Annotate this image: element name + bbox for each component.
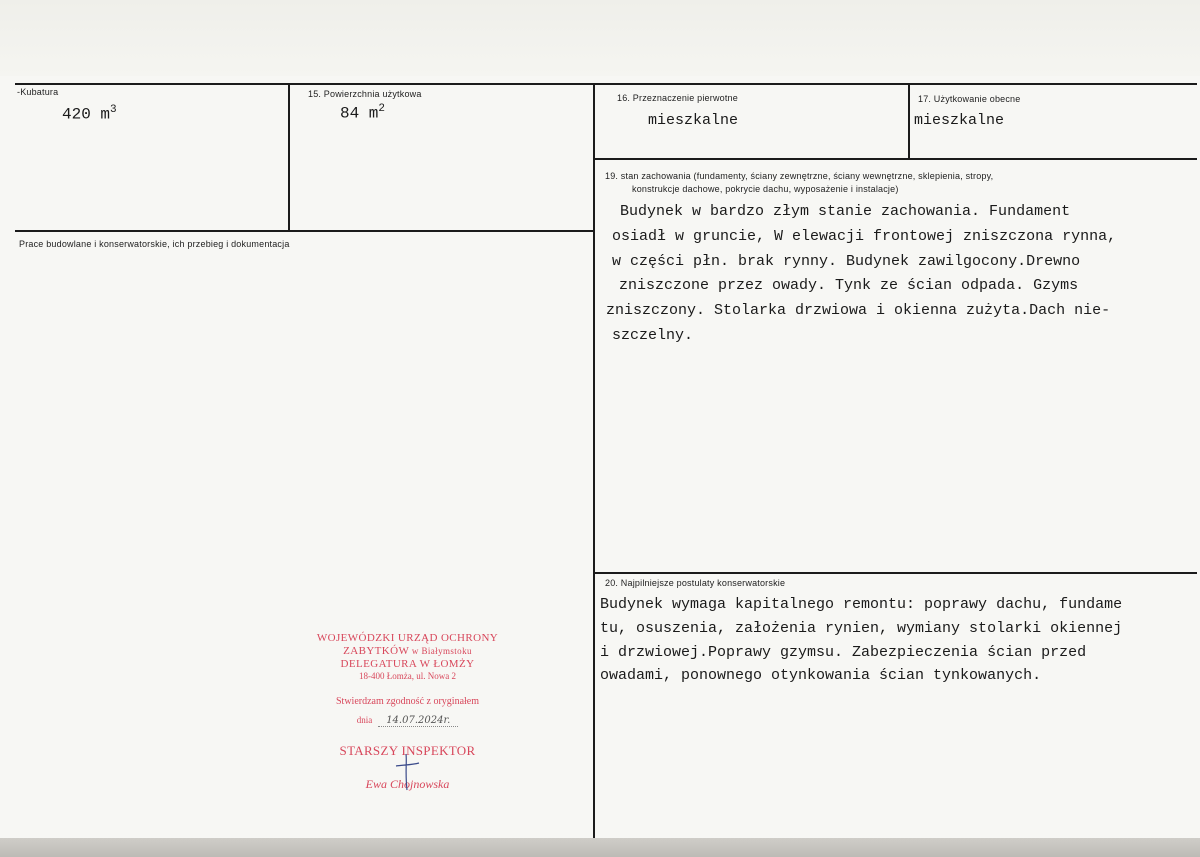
powierzchnia-exponent: 2 <box>378 103 386 115</box>
stamp-title: STARSZY INSPEKTOR <box>339 743 476 758</box>
divider-main <box>593 83 595 838</box>
divider-14-15 <box>288 83 290 230</box>
stamp-line-zabytkow <box>300 645 515 658</box>
stamp-name: Ewa Chojnowska <box>365 777 450 791</box>
scan-top-band <box>0 0 1200 76</box>
stan-label-line1: 19. stan zachowania (fundamenty, ściany zewnętrzne, ściany wewnętrzne, sklepienia, stropy, <box>605 171 994 181</box>
postulaty-line: Budynek wymaga kapitalnego remontu: poprawy dachu, fundame <box>600 596 1123 613</box>
stamp-date-value: 14.07.2024r. <box>378 715 458 727</box>
przeznaczenie-value: mieszkalne <box>648 112 739 129</box>
stan-line: w części płn. brak rynny. Budynek zawilgocony.Drewno <box>612 253 1081 270</box>
stamp-certify: Stwierdzam zgodność z oryginałem <box>335 696 479 707</box>
postulaty-line: tu, osuszenia, założenia rynien, wymiany stolarki okiennej <box>600 620 1123 637</box>
postulaty-line: i drzwiowej.Poprawy gzymsu. Zabezpieczenia ścian przed <box>600 644 1087 661</box>
rule-right-lower <box>593 572 1197 574</box>
rule-left-mid <box>15 230 593 232</box>
uzytkowanie-label: 17. Użytkowanie obecne <box>918 94 1021 104</box>
powierzchnia-label: 15. Powierzchnia użytkowa <box>308 89 422 99</box>
kubatura-value <box>62 104 117 123</box>
powierzchnia-value <box>340 103 385 122</box>
kubatura-number: 420 m <box>62 105 111 124</box>
kubatura-exponent: 3 <box>110 104 117 116</box>
stan-line: osiadł w gruncie, W elewacji frontowej zniszczona rynna, <box>612 228 1117 245</box>
stamp-line-delegatura: DELEGATURA W ŁOMŻY <box>340 658 475 670</box>
uzytkowanie-value: mieszkalne <box>914 112 1005 129</box>
stamp-address: 18-400 Łomża, ul. Nowa 2 <box>359 671 456 681</box>
przeznaczenie-label: 16. Przeznaczenie pierwotne <box>617 93 738 103</box>
powierzchnia-number: 84 m <box>340 104 379 123</box>
stan-line: Budynek w bardzo złym stanie zachowania. Fundament <box>620 203 1071 220</box>
stamp-bialystok: w Białymstoku <box>409 646 472 656</box>
stamp-date-prefix: dnia <box>356 715 373 725</box>
signature-icon <box>392 752 422 792</box>
postulaty-line: owadami, ponownego otynkowania ścian tynkowanych. <box>600 667 1042 684</box>
stamp-line-office: WOJEWÓDZKI URZĄD OCHRONY <box>316 632 499 644</box>
kubatura-label: -Kubatura <box>17 87 59 97</box>
stan-line: zniszczone przez owady. Tynk ze ścian odpada. Gzyms <box>619 277 1079 294</box>
prace-label: Prace budowlane i konserwatorskie, ich przebieg i dokumentacja <box>19 239 290 249</box>
stan-label-line2: konstrukcje dachowe, pokrycie dachu, wyposażenie i instalacje) <box>632 184 899 194</box>
divider-16-17 <box>908 83 910 158</box>
top-rule <box>15 83 1197 85</box>
postulaty-label: 20. Najpilniejsze postulaty konserwatorskie <box>605 578 786 588</box>
stamp-date-row <box>300 715 515 727</box>
rule-right-mid <box>593 158 1197 160</box>
stamp-zabytkow: ZABYTKÓW <box>343 645 410 657</box>
stan-line: zniszczony. Stolarka drzwiowa i okienna zużyta.Dach nie- <box>606 302 1111 319</box>
scan-bottom-band <box>0 838 1200 857</box>
stan-line: szczelny. <box>612 327 694 344</box>
